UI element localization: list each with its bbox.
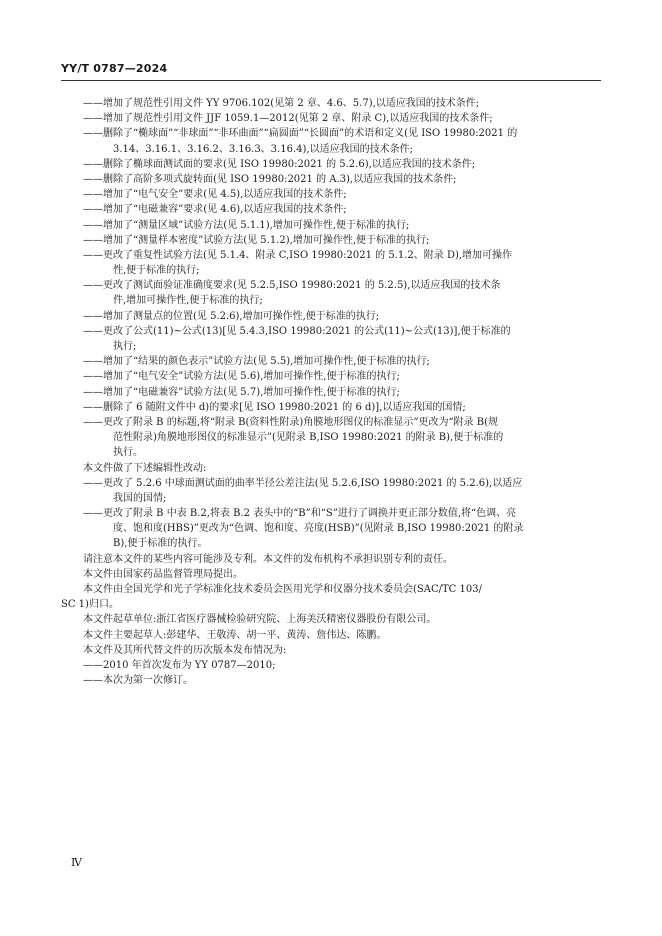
text-line: ——增加了“电气安全”要求(见 4.5),以适应我国的技术条件; (83, 189, 347, 201)
text-line: ——删除了 6 随附文件中 d)的要求[见 ISO 19980:2021 的 6 d)],以适应我国的国情; (83, 401, 466, 413)
text-line: ——更改了公式(11)~公式(13)[见 5.4.3,ISO 19980:2021 的公式(11)~公式(13)],便于标准的 (83, 325, 511, 337)
text-line: ——更改了重复性试验方法(见 5.1.4、附录 C,ISO 19980:2021 的 5.1.2、附录 D),增加可操作 (83, 249, 513, 261)
text-line: SC 1)归口。 (61, 599, 119, 611)
page-number: Ⅳ (71, 856, 82, 869)
document-body (61, 96, 607, 688)
text-line: ——更改了 5.2.6 中球面测试面的曲率半径公差注法(见 5.2.6,ISO 19980:2021 的 5.2.6),以适应 (83, 477, 523, 489)
text-line: 件,增加可操作性,便于标准的执行; (113, 295, 263, 307)
text-line: 本文件起草单位:浙江省医疗器械检验研究院、上海美沃精密仪器股份有限公司。 (83, 614, 437, 626)
text-line: 请注意本文件的某些内容可能涉及专利。本文件的发布机构不承担识别专利的责任。 (83, 553, 453, 565)
text-line: ——增加了“测量区域”试验方法(见 5.1.1),增加可操作性,便于标准的执行; (83, 219, 410, 231)
text-line: ——增加了测量点的位置(见 5.2.6),增加可操作性,便于标准的执行; (83, 310, 380, 322)
text-line: ——增加了“电磁兼容”试验方法(见 5.7),增加可操作性,便于标准的执行; (83, 386, 400, 398)
text-line: B),便于标准的执行。 (113, 538, 208, 550)
text-line: 执行。 (113, 447, 143, 459)
document-id-header: YY/T 0787—2024 (61, 62, 168, 75)
text-line: ——删除了椭球面测试面的要求(见 ISO 19980:2021 的 5.2.6),以适应我国的技术条件; (83, 158, 476, 170)
text-line: 3.14、3.16.1、3.16.2、3.16.3、3.16.4),以适应我国的技术条件; (113, 143, 413, 155)
text-line: ——更改了测试面验证准确度要求(见 5.2.5,ISO 19980:2021 的 5.2.5),以适应我国的技术条 (83, 280, 501, 292)
text-line: 度、饱和度(HBS)”更改为“色调、饱和度、亮度(HSB)”(见附录 B,ISO 19980:2021 的附录 (113, 523, 524, 535)
text-line: 范性附录)角膜地形图仪的标准显示”(见附录 B,ISO 19980:2021 的附录 B),便于标准的 (113, 432, 504, 444)
header-divider (61, 80, 601, 81)
text-line: 本文件做了下述编辑性改动: (83, 462, 207, 474)
text-line: 本文件及其所代替文件的历次版本发布情况为: (83, 644, 287, 656)
text-line: ——更改了附录 B 中表 B.2,将表 B.2 表头中的“B”和“S”进行了调换并更正部分数值,将“色调、亮 (83, 508, 517, 520)
text-line: ——增加了“结果的颜色表示”试验方法(见 5.5),增加可操作性,便于标准的执行; (83, 356, 430, 368)
text-line: ——删除了“椭球面”“非球面”“非环曲面”“扁圆面”“长圆面”的术语和定义(见 ISO 19980:2021 的 (83, 128, 518, 140)
text-line: 本文件由国家药品监督管理局提出。 (83, 568, 243, 580)
text-line: ——删除了高阶多项式旋转面(见 ISO 19980:2021 的 A.3),以适应我国的技术条件; (83, 173, 457, 185)
text-line: 执行; (113, 341, 137, 352)
text-line: ——增加了“电磁兼容”要求(见 4.6),以适应我国的技术条件; (83, 204, 347, 216)
text-line: ——2010 年首次发布为 YY 0787—2010; (83, 659, 276, 671)
text-line: ——增加了“测量样本密度”试验方法(见 5.1.2),增加可操作性,便于标准的执行; (83, 234, 430, 246)
text-line: 本文件主要起草人:彭建华、王敬涛、胡一平、黄涛、詹伟达、陈鹏。 (83, 629, 387, 641)
text-line: ——增加了规范性引用文件 YY 9706.102(见第 2 章、4.6、5.7),以适应我国的技术条件; (83, 98, 480, 109)
text-line: ——更改了附录 B 的标题,将“附录 B(资料性附录)角膜地形图仪的标准显示”更改为“附录 B(规 (83, 416, 498, 428)
text-line: ——增加了“电气安全”试验方法(见 5.6),增加可操作性,便于标准的执行; (83, 371, 400, 383)
text-line: ——本次为第一次修订。 (83, 675, 193, 687)
text-line: ——增加了规范性引用文件 JJF 1059.1—2012(见第 2 章、附录 C),以适应我国的技术条件; (83, 113, 493, 125)
text-line: 性,便于标准的执行; (113, 265, 200, 277)
text-line: 本文件由全国光学和光子学标准化技术委员会医用光学和仪器分技术委员会(SAC/TC 103/ (83, 584, 482, 595)
text-line: 我国的国情; (113, 492, 167, 504)
